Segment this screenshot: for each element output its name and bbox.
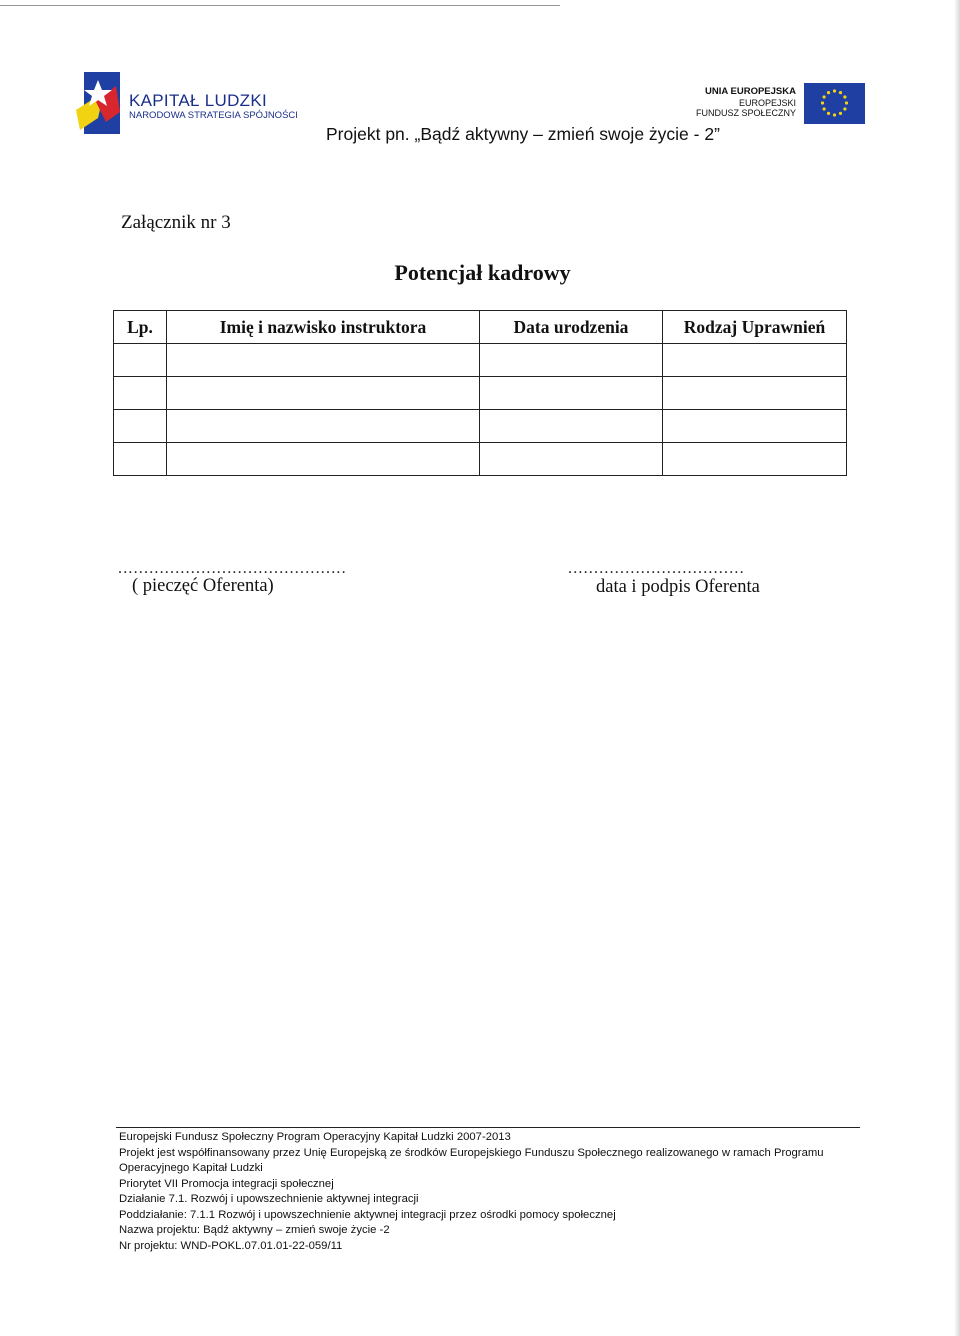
document-title [0,260,960,286]
annex-number: Załącznik nr 3 [121,212,231,233]
kapital-ludzki-logo-icon [76,72,120,134]
logo-subtitle: NARODOWA STRATEGIA SPÓJNOŚCI [129,110,298,121]
table-row [114,377,847,410]
stamp-label: ( pieczęć Oferenta) [132,576,274,596]
table-cell [114,410,167,443]
eu-line-3: FUNDUSZ SPOŁECZNY [695,108,796,118]
column-header-birthdate: Data urodzenia [480,311,663,344]
table-row [114,410,847,443]
eu-line-2: EUROPEJSKI [738,97,796,108]
footer-line: Poddziałanie: 7.1.1 Rozwój i upowszechnienie aktywnej integracji przez ośrodki pomocy społecznej [119,1208,616,1221]
column-header-qualifications: Rodzaj Uprawnień [663,311,847,344]
scan-edge-line [0,5,560,6]
staff-table [113,310,847,476]
footer-divider [116,1127,860,1128]
table-row [114,443,847,476]
signature-dotted-line: .................................. [568,560,745,577]
table-cell [167,410,480,443]
table-cell [167,344,480,377]
table-cell [114,443,167,476]
footer-line: Priorytet VII Promocja integracji społecznej [119,1177,334,1190]
scan-edge-shadow [954,0,960,1336]
table-cell [480,410,663,443]
table-cell [167,443,480,476]
table-cell [114,344,167,377]
footer-line: Operacyjnego Kapitał Ludzki [119,1162,263,1174]
table-cell [663,377,847,410]
eu-fund-label [696,87,796,119]
footer-line: Działanie 7.1. Rozwój i upowszechnienie aktywnej integracji [119,1193,419,1205]
table-cell [480,377,663,410]
column-header-name: Imię i nazwisko instruktora [167,311,480,344]
footer-line: Nazwa projektu: Bądź aktywny – zmień swoje życie -2 [119,1224,390,1236]
table-cell [663,443,847,476]
column-header-lp: Lp. [114,311,167,344]
table-row [114,344,847,377]
stamp-dotted-line: ............................................ [118,560,347,577]
kapital-ludzki-wordmark [129,92,298,122]
table-header-row [114,311,847,344]
table-cell [480,443,663,476]
project-title: Projekt pn. „Bądź aktywny – zmień swoje życie - 2” [326,124,720,144]
table-cell [663,344,847,377]
table-cell [480,344,663,377]
footer-line: Projekt jest współfinansowany przez Unię Europejską ze środków Europejskiego Funduszu Społecznego realizowanego w ramach Programu [119,1146,824,1159]
footer [119,1130,859,1254]
signature-label: data i podpis Oferenta [596,577,760,597]
table-cell [663,410,847,443]
logo-title: KAPITAŁ LUDZKI [129,91,268,110]
table-cell [114,377,167,410]
table-cell [167,377,480,410]
eu-line-1: UNIA EUROPEJSKA [705,86,796,97]
document-title-text: Potencjał kadrowy [394,260,571,285]
footer-line: Nr projektu: WND-POKL.07.01.01-22-059/11 [119,1239,343,1252]
footer-line: Europejski Fundusz Społeczny Program Operacyjny Kapitał Ludzki 2007-2013 [119,1131,511,1143]
eu-flag-icon [804,83,865,124]
